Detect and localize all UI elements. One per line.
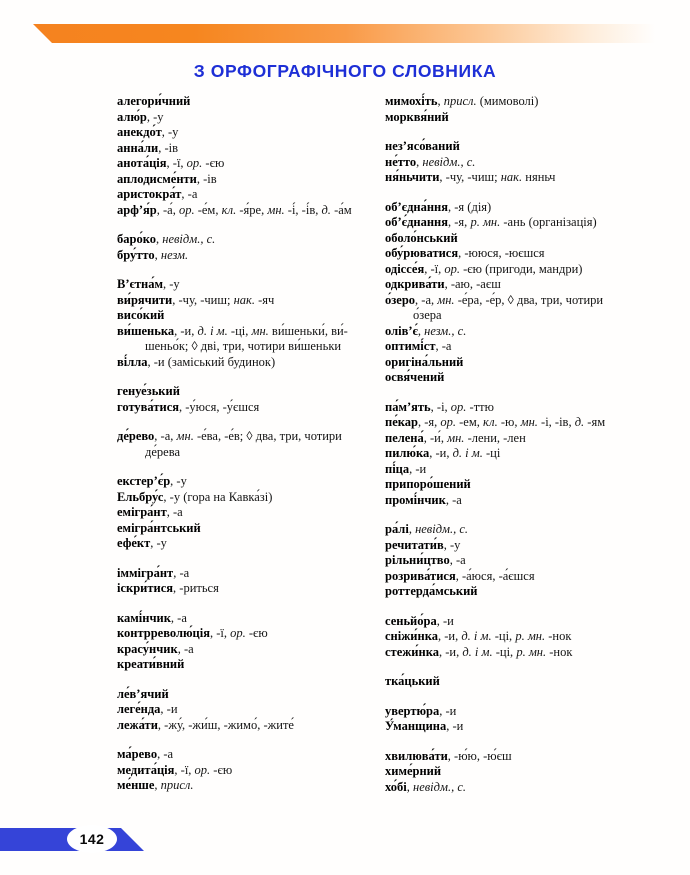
entry-forms: , -ююся, -юєшся	[458, 246, 545, 260]
entry-forms: , -я,	[417, 415, 441, 429]
headword: не́тто	[385, 154, 417, 169]
headword: рільни́цтво	[385, 553, 450, 567]
dictionary-entry-line	[117, 355, 385, 371]
entry-group	[385, 139, 670, 186]
entry-forms: -а́м	[330, 202, 352, 217]
dictionary-entry-line	[117, 521, 385, 537]
grammar-label: д.	[574, 415, 585, 429]
entry-forms: -єю	[245, 626, 268, 640]
entry-forms: -ці,	[491, 629, 516, 643]
entry-group	[385, 614, 670, 661]
dictionary-entry-line	[385, 477, 670, 493]
entry-forms: ,	[408, 522, 416, 536]
grammar-label: кл.	[483, 415, 498, 429]
grammar-label: д. і м.	[197, 323, 228, 338]
headword: о́зеро	[385, 292, 416, 307]
dictionary-content	[117, 94, 670, 795]
entry-forms: , -чу, -чиш;	[172, 292, 234, 307]
headword: аплодисме́нти	[117, 171, 197, 186]
entry-forms: ,	[417, 323, 425, 338]
dictionary-column-right	[385, 94, 670, 795]
entry-forms: ,	[154, 247, 161, 262]
page-number: 142	[79, 831, 105, 847]
grammar-label: мн.	[251, 323, 269, 338]
dictionary-entry-line	[385, 584, 670, 600]
grammar-label: д. і м.	[461, 629, 492, 643]
dictionary-entry-line	[385, 446, 670, 462]
headword: одкрива́ти	[385, 277, 445, 291]
dictionary-entry-line	[117, 308, 385, 324]
headword: медита́ція	[117, 762, 175, 777]
entry-group	[117, 611, 385, 673]
dictionary-entry-line	[117, 400, 385, 416]
headword: ефе́кт	[117, 536, 151, 550]
headword: морквя́ний	[385, 109, 449, 124]
dictionary-entry-line	[385, 493, 670, 509]
dictionary-entry-line	[385, 645, 670, 661]
dictionary-entry-line	[385, 629, 670, 645]
dictionary-entry-line	[385, 293, 670, 309]
headword: мимохі́ть	[385, 94, 438, 108]
headword: освя́чений	[385, 370, 445, 384]
dictionary-entry-line	[117, 657, 385, 673]
headword: креати́вний	[117, 657, 185, 671]
grammar-label: невідм., с.	[415, 522, 469, 536]
entry-forms: -нок	[545, 629, 572, 643]
dictionary-entry-line	[385, 246, 670, 262]
headword: алю́р	[117, 109, 147, 124]
grammar-label: нак.	[500, 170, 523, 184]
dictionary-entry-line	[385, 200, 670, 216]
entry-forms: , -у́юся, -у́єшся	[179, 399, 260, 414]
headword: ме́нше	[117, 778, 155, 792]
dictionary-entry-line	[385, 538, 670, 554]
dictionary-entry-line	[385, 674, 670, 690]
dictionary-entry-line	[385, 749, 670, 765]
dictionary-column-left	[117, 94, 385, 795]
grammar-label: присл.	[160, 778, 194, 792]
headword: обу́рюватися	[385, 246, 459, 260]
dictionary-entry-line	[385, 431, 670, 447]
grammar-label: незм.	[160, 247, 189, 262]
grammar-label: невідм., с.	[413, 779, 466, 794]
entry-forms: -єю (пригоди, мандри)	[460, 261, 583, 276]
entry-group	[385, 674, 670, 690]
entry-forms: , -и	[436, 613, 454, 628]
grammar-label: невідм., с.	[162, 232, 216, 246]
entry-forms: -я́ре,	[236, 202, 268, 217]
grammar-label: р. мн.	[516, 644, 547, 659]
dictionary-entry-line	[117, 763, 385, 779]
headword: химе́рний	[385, 764, 442, 778]
dictionary-entry-line	[385, 764, 670, 780]
headword: речитати́в	[385, 537, 444, 552]
dictionary-entry-line	[385, 400, 670, 416]
dictionary-entry-line	[117, 293, 385, 309]
dictionary-entry-line	[385, 277, 670, 293]
dictionary-entry-line	[117, 203, 385, 219]
entry-forms: , -а	[173, 565, 190, 580]
grammar-label: присл.	[443, 94, 477, 108]
entry-forms: , -у	[150, 536, 167, 550]
entry-group	[385, 400, 670, 509]
entry-forms: , -жу́, -жи́ш, -жимо́, -жите́	[157, 717, 294, 732]
grammar-label: д. і м.	[462, 644, 493, 659]
dictionary-entry-line	[117, 94, 385, 110]
headword: оболо́нський	[385, 230, 458, 245]
entry-group	[117, 429, 385, 460]
entry-forms: , -а	[449, 553, 466, 567]
headword: У́манщина	[385, 719, 447, 733]
entry-forms: -е́ра, -е́р, ◊ два, три, чотири	[454, 292, 604, 307]
entry-forms: няньч	[522, 170, 556, 184]
entry-forms: -ці	[482, 446, 501, 460]
headword: хвилюва́ти	[385, 748, 448, 763]
headword: об’є́днання	[385, 215, 449, 229]
entry-forms: , -я,	[448, 215, 471, 229]
headword: одіссе́я	[385, 261, 425, 276]
headword: емігра́нт	[117, 505, 167, 519]
entry-forms: , -и,	[174, 323, 198, 338]
headword: баро́ко	[117, 232, 156, 246]
headword: стежи́нка	[385, 644, 439, 659]
entry-group	[385, 704, 670, 735]
headword: пе́кар	[385, 415, 418, 429]
entry-forms: , -и,	[429, 446, 453, 460]
grammar-label: ор.	[440, 415, 457, 429]
entry-forms: , -ї,	[166, 156, 187, 170]
entry-forms: , -а,	[154, 429, 177, 443]
dictionary-entry-line	[385, 355, 670, 371]
entry-forms: ,	[406, 779, 413, 794]
dictionary-entry-line	[117, 445, 385, 461]
headword: бру́тто	[117, 247, 155, 262]
dictionary-entry-line	[117, 642, 385, 658]
entry-forms: ,	[156, 232, 163, 246]
entry-group	[385, 200, 670, 386]
headword: об’єдна́ння	[385, 199, 449, 214]
entry-forms: , -а́,	[156, 202, 179, 217]
headword: іскри́тися	[117, 581, 174, 595]
entry-forms: ви́шеньки́, ви́-	[268, 323, 348, 338]
entry-forms: , -а	[166, 505, 183, 519]
entry-forms: , -і,	[430, 399, 451, 414]
dictionary-entry-line	[117, 702, 385, 718]
dictionary-entry-line	[385, 462, 670, 478]
dictionary-entry-line	[117, 718, 385, 734]
headword: іммігра́нт	[117, 565, 174, 580]
headword: красу́нчик	[117, 641, 178, 656]
headword: нез’ясо́ваний	[385, 139, 460, 153]
dictionary-entry-line	[117, 429, 385, 445]
dictionary-entry-line	[385, 324, 670, 340]
entry-forms: , -и	[160, 702, 178, 716]
headword: ви́шенька	[117, 323, 175, 338]
headword: ня́ньчити	[385, 170, 440, 184]
headword: оригіна́льний	[385, 354, 464, 369]
dictionary-entry-line	[385, 139, 670, 155]
dictionary-entry-line	[117, 505, 385, 521]
entry-forms: , -у (гора на Кавка́зі)	[163, 489, 273, 504]
dictionary-entry-line	[385, 155, 670, 171]
entry-group	[385, 94, 670, 125]
dictionary-entry-line	[385, 415, 670, 431]
dictionary-entry-line	[117, 490, 385, 506]
entry-forms: -нок	[546, 644, 573, 659]
entry-forms: , -а	[170, 610, 187, 625]
dictionary-entry-line	[385, 231, 670, 247]
headword: сніжи́нка	[385, 629, 438, 643]
headword: хо́бі	[385, 779, 407, 794]
grammar-label: ор.	[230, 626, 246, 640]
dictionary-entry-line	[117, 747, 385, 763]
entry-forms: -єю	[210, 762, 233, 777]
grammar-label: ор.	[194, 762, 211, 777]
entry-forms: , -ї,	[424, 261, 445, 276]
entry-forms: -ем,	[456, 415, 484, 429]
headword: па́м’ять	[385, 399, 431, 414]
entry-group	[385, 522, 670, 600]
dictionary-entry-line	[117, 110, 385, 126]
dictionary-entry-line	[385, 308, 670, 324]
headword: алегори́чний	[117, 94, 191, 108]
dictionary-entry-line	[117, 172, 385, 188]
headword: пелена́	[385, 430, 424, 445]
grammar-label: незм., с.	[424, 323, 467, 338]
dictionary-entry-line	[385, 262, 670, 278]
entry-forms: , -ї,	[174, 762, 195, 777]
entry-forms: , -ї,	[210, 626, 231, 640]
headword: де́рево	[117, 429, 155, 443]
headword: екстер’є́р	[117, 474, 171, 488]
page-title: З ОРФОГРАФІЧНОГО СЛОВНИКА	[193, 61, 497, 81]
entry-forms: , -у	[443, 537, 461, 552]
headword: анекдо́т	[117, 125, 162, 139]
entry-group	[117, 747, 385, 794]
dictionary-entry-line	[385, 370, 670, 386]
entry-group	[117, 232, 385, 263]
entry-forms: -ань (організація)	[500, 215, 597, 229]
headword: увертю́ра	[385, 703, 440, 718]
entry-forms: -і́, -і́в,	[284, 202, 322, 217]
headword: ма́рево	[117, 747, 158, 761]
entry-forms: де́рева	[145, 444, 180, 459]
entry-forms: , -и	[409, 461, 427, 476]
headword: сеньйо́ра	[385, 613, 437, 628]
dictionary-entry-line	[385, 614, 670, 630]
dictionary-entry-line	[117, 277, 385, 293]
dictionary-entry-line	[117, 324, 385, 340]
grammar-label: мн.	[437, 292, 455, 307]
headword: арф’я́р	[117, 202, 157, 217]
entry-forms: -ю,	[497, 415, 521, 429]
entry-group	[385, 749, 670, 796]
entry-forms: ,	[437, 94, 444, 108]
entry-forms: , -у	[163, 277, 180, 291]
dictionary-entry-line	[117, 474, 385, 490]
entry-forms: , -и,	[438, 644, 463, 659]
dictionary-entry-line	[385, 110, 670, 126]
entry-forms: , -а	[181, 187, 198, 201]
entry-forms: ,	[154, 778, 161, 792]
headword: аристокра́т	[117, 187, 182, 201]
entry-forms: -лени, -лен	[464, 430, 526, 445]
dictionary-entry-line	[117, 187, 385, 203]
entry-forms: , -чу, -чиш;	[439, 170, 501, 184]
dictionary-entry-line	[117, 581, 385, 597]
grammar-label: невідм., с.	[422, 154, 476, 169]
entry-forms: , -я (дія)	[448, 199, 492, 214]
entry-forms: , -а	[177, 641, 194, 656]
headword: оптимі́ст	[385, 339, 436, 353]
headword: готува́тися	[117, 399, 180, 414]
headword: Ельбру́с	[117, 489, 164, 504]
grammar-label: ор.	[178, 202, 195, 217]
entry-forms: , -и,	[437, 629, 462, 643]
entry-forms: , -и́,	[423, 430, 448, 445]
entry-forms: -ці,	[227, 323, 252, 338]
headword: анна́ли	[117, 140, 159, 155]
dictionary-entry-line	[117, 687, 385, 703]
dictionary-entry-line	[117, 248, 385, 264]
entry-forms: , -риться	[173, 581, 219, 595]
grammar-label: кл.	[221, 202, 237, 217]
headword: емігра́нтський	[117, 520, 201, 535]
headword: ле́в’ячий	[117, 686, 169, 701]
dictionary-entry-line	[117, 125, 385, 141]
dictionary-entry-line	[117, 141, 385, 157]
dictionary-entry-line	[117, 626, 385, 642]
dictionary-entry-line	[385, 522, 670, 538]
headword: промі́нчик	[385, 492, 446, 507]
dictionary-entry-line	[385, 553, 670, 569]
headword: висо́кий	[117, 308, 165, 322]
headword: камі́нчик	[117, 610, 171, 625]
headword: олів’є́	[385, 323, 418, 338]
dictionary-entry-line	[117, 611, 385, 627]
headword: В’єтна́м	[117, 277, 164, 291]
entry-forms: , -ю́ю, -ю́єш	[447, 748, 512, 763]
entry-forms: ,	[416, 154, 423, 169]
headword: ра́лі	[385, 522, 409, 536]
dictionary-entry-line	[385, 719, 670, 735]
entry-forms: , -а	[435, 339, 452, 353]
headword: пилю́ка	[385, 446, 430, 460]
headword: контрреволю́ція	[117, 626, 210, 640]
grammar-label: ор.	[444, 261, 461, 276]
entry-group	[117, 687, 385, 734]
entry-forms: , -и	[439, 703, 457, 718]
grammar-label: ор.	[186, 156, 203, 170]
entry-forms: -ям	[584, 415, 606, 429]
grammar-label: мн.	[520, 415, 538, 429]
entry-forms: , -а́юся, -а́єшся	[455, 568, 535, 583]
entry-forms: , -а,	[415, 292, 438, 307]
headword: ви́рячити	[117, 292, 173, 307]
headword: пі́ца	[385, 461, 410, 476]
entry-forms: , -и (заміський будинок)	[147, 354, 276, 369]
grammar-label: р. мн.	[515, 629, 546, 643]
headword: леге́нда	[117, 702, 161, 716]
headword: розрива́тися	[385, 568, 456, 583]
dictionary-entry-line	[117, 339, 385, 355]
entry-forms: , -у	[170, 474, 187, 488]
headword: генуе́зький	[117, 384, 180, 398]
entry-forms: , -ів	[158, 140, 179, 155]
entry-forms: , -у	[146, 109, 164, 124]
entry-forms: , -аю, -аєш	[444, 277, 501, 291]
dictionary-entry-line	[117, 536, 385, 552]
headword: тка́цький	[385, 674, 440, 688]
entry-forms: , -у	[161, 125, 179, 139]
entry-group	[117, 566, 385, 597]
grammar-label: нак.	[233, 292, 256, 307]
headword: ві́лла	[117, 354, 148, 369]
entry-forms: -яч	[255, 292, 275, 307]
entry-group	[117, 94, 385, 218]
dictionary-entry-line	[385, 339, 670, 355]
entry-forms: -ці,	[492, 644, 517, 659]
grammar-label: мн.	[267, 202, 285, 217]
entry-forms: , -а	[157, 747, 174, 761]
entry-forms: -е́м,	[194, 202, 222, 217]
entry-forms: (мимоволі)	[476, 94, 539, 108]
grammar-label: мн.	[447, 430, 465, 445]
headword: роттерда́мський	[385, 584, 478, 598]
dictionary-entry-line	[385, 215, 670, 231]
entry-forms: -і, -ів,	[537, 415, 575, 429]
dictionary-entry-line	[117, 232, 385, 248]
entry-group	[117, 474, 385, 552]
dictionary-entry-line	[385, 569, 670, 585]
page-number-badge	[67, 825, 117, 853]
entry-group	[117, 277, 385, 370]
headword: лежа́ти	[117, 717, 158, 732]
dictionary-entry-line	[117, 156, 385, 172]
entry-forms: шеньо́к; ◊ дві, три, чотири ви́шеньки	[145, 339, 342, 353]
headword: припоро́шений	[385, 477, 471, 491]
grammar-label: ор.	[450, 399, 467, 414]
grammar-label: мн.	[176, 429, 194, 443]
dictionary-entry-line	[385, 94, 670, 110]
dictionary-entry-line	[117, 384, 385, 400]
dictionary-entry-line	[385, 170, 670, 186]
grammar-label: д. і м.	[452, 446, 483, 460]
headword: анота́ція	[117, 156, 167, 170]
entry-forms: , -ів	[196, 171, 217, 186]
entry-forms: о́зера	[413, 308, 442, 322]
entry-forms: -єю	[202, 156, 225, 170]
entry-group	[117, 384, 385, 415]
entry-forms: -ттю	[466, 399, 494, 414]
top-decoration-bar	[0, 24, 690, 43]
entry-forms: -е́ва, -е́в; ◊ два, три, чотири	[193, 429, 342, 443]
dictionary-entry-line	[385, 704, 670, 720]
grammar-label: р. мн.	[470, 215, 501, 229]
dictionary-entry-line	[117, 778, 385, 794]
dictionary-entry-line	[385, 780, 670, 796]
entry-forms: , -а	[445, 492, 462, 507]
grammar-label: д.	[321, 202, 331, 217]
entry-forms: , -и	[446, 719, 464, 733]
dictionary-entry-line	[117, 566, 385, 582]
